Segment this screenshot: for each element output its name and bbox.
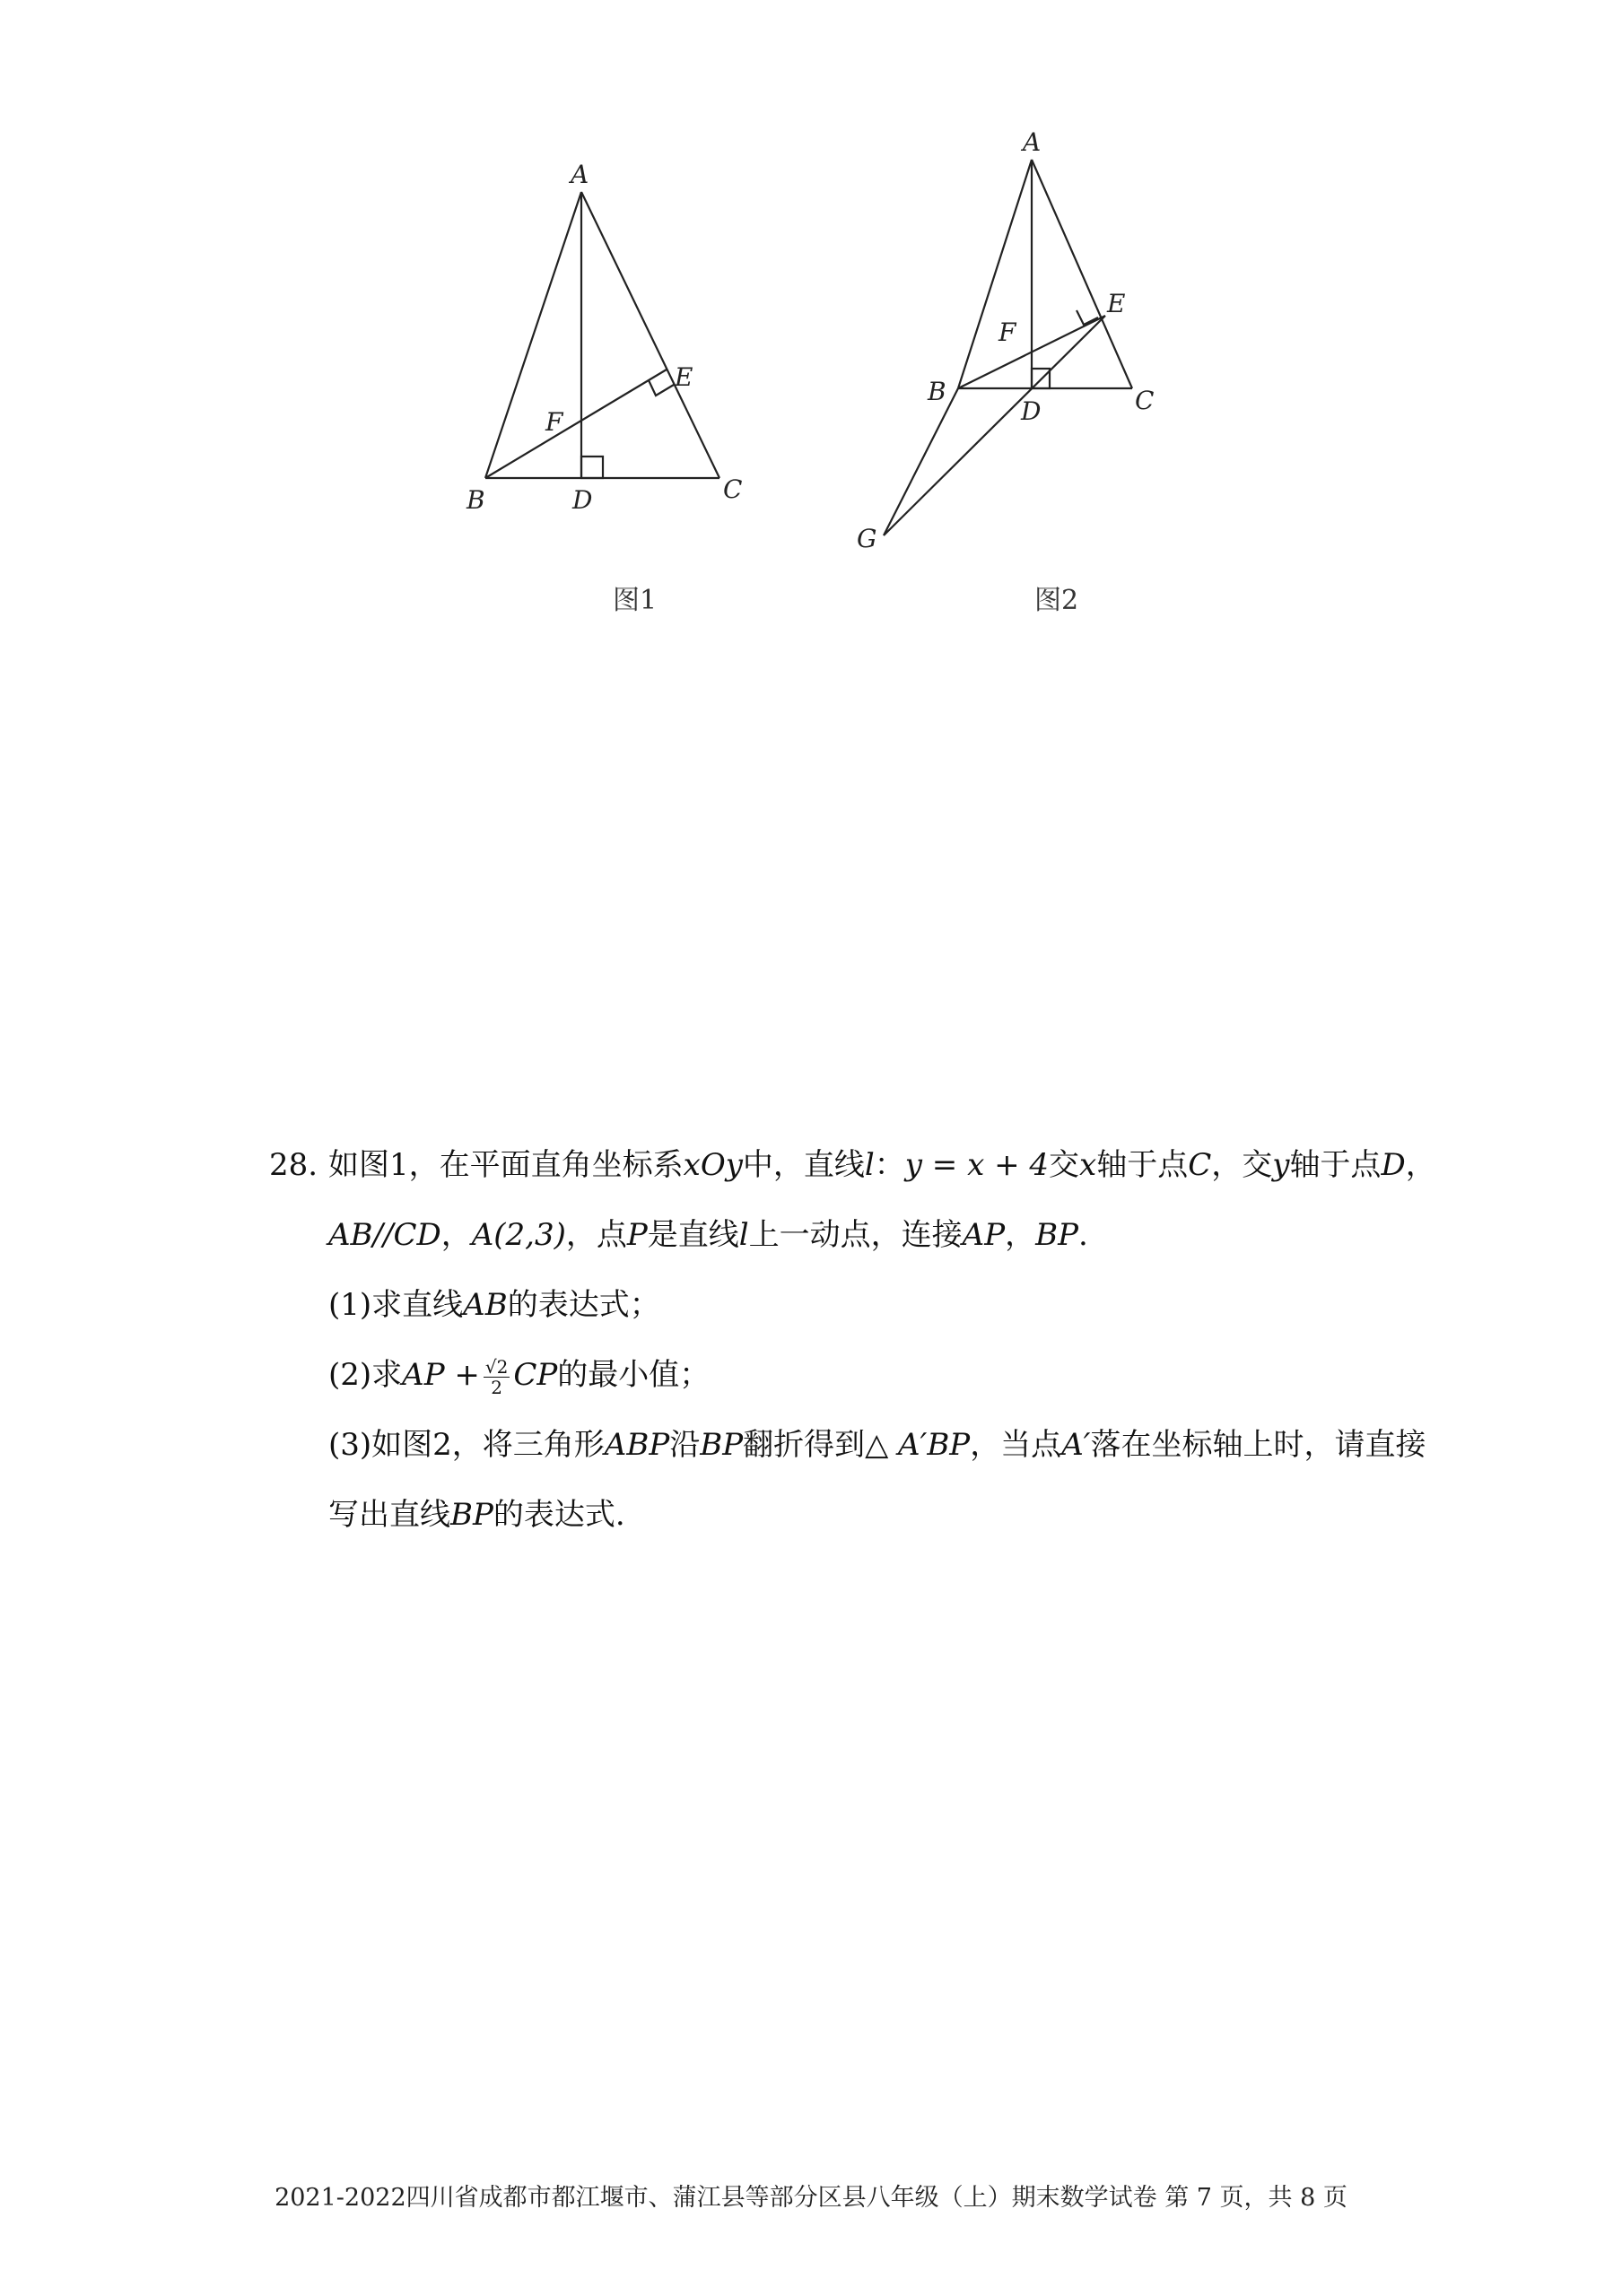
fig1-right-angle-e <box>649 380 674 396</box>
fig2-label-a: A <box>1023 127 1042 157</box>
text-seg: 翻折得到 <box>743 1427 866 1463</box>
text-seg: 沿 <box>669 1427 701 1463</box>
fraction-numerator: √2 <box>484 1355 509 1378</box>
text-seg: 交 <box>1049 1147 1080 1183</box>
figure2-caption: 图2 <box>1034 585 1079 616</box>
fraction-sqrt2-over-2 <box>484 1357 510 1397</box>
fraction-denominator: 2 <box>491 1376 502 1398</box>
math-point-a: A(2,3) <box>471 1217 566 1253</box>
geometry-figures <box>0 0 1622 646</box>
text-seg: 的表达式. <box>493 1497 625 1533</box>
math-y: y <box>1272 1147 1290 1183</box>
fig1-segment-be <box>485 370 667 478</box>
text-seg: . <box>1077 1217 1088 1253</box>
problem-line-2 <box>269 1200 1346 1270</box>
text-seg: 轴于点 <box>1096 1147 1189 1183</box>
text-seg: 上一动点，连接 <box>748 1217 963 1253</box>
fig2-label-e: E <box>1107 289 1126 318</box>
fig2-label-g: G <box>857 524 877 553</box>
problem-line-1 <box>269 1130 1436 1200</box>
math-c: C <box>1188 1147 1212 1183</box>
fig2-label-d: D <box>1021 396 1042 426</box>
text-seg: ， <box>1405 1147 1436 1183</box>
text-seg: 轴于点 <box>1289 1147 1382 1183</box>
fig2-label-c: C <box>1135 386 1155 415</box>
math-ab-parallel-cd: AB//CD <box>328 1217 441 1253</box>
math-p: P <box>626 1217 648 1253</box>
math-a-prime: A′ <box>1061 1427 1091 1463</box>
math-ap-plus: AP + <box>402 1357 480 1393</box>
fig1-label-b: B <box>467 485 485 515</box>
fig2-segment-bg <box>884 388 958 535</box>
text-seg: ，点 <box>565 1217 627 1253</box>
problem-28 <box>269 1130 1436 1550</box>
fig1-label-a: A <box>571 160 589 189</box>
math-ab: AB <box>463 1287 508 1323</box>
text-seg: ，当点 <box>970 1427 1062 1463</box>
text-seg: ， <box>1005 1217 1036 1253</box>
text-seg: (1)求直线 <box>328 1287 464 1323</box>
text-seg: 写出直线 <box>328 1497 450 1533</box>
math-equation: y = x + 4 <box>904 1147 1050 1183</box>
figure1-caption: 图1 <box>613 585 658 616</box>
text-seg: 是直线 <box>647 1217 739 1253</box>
text-seg: ， <box>440 1217 472 1253</box>
subquestion-3-continued <box>269 1480 1346 1550</box>
math-ap: AP <box>962 1217 1006 1253</box>
text-seg: 的最小值； <box>557 1357 711 1393</box>
fig1-label-c: C <box>723 474 743 504</box>
question-number: 28. <box>269 1147 318 1183</box>
math-xoy: xOy <box>683 1147 743 1183</box>
fig2-segment-ge <box>884 316 1105 535</box>
math-abp: ABP <box>604 1427 670 1463</box>
subquestion-1 <box>269 1270 1346 1340</box>
fig1-label-f: F <box>545 407 563 437</box>
text-seg: 的表达式； <box>507 1287 660 1323</box>
math-bp: BP <box>700 1427 744 1463</box>
fig1-side-ab <box>485 192 581 478</box>
text-seg: ： <box>874 1147 905 1183</box>
figures-area <box>0 0 1622 646</box>
math-x: x <box>1079 1147 1097 1183</box>
fig2-side-ab <box>958 160 1032 388</box>
fig1-side-ac <box>581 192 719 478</box>
math-bp: BP <box>1035 1217 1078 1253</box>
text-seg: ，交 <box>1211 1147 1273 1183</box>
math-triangle-a-prime-bp: △ A′BP <box>865 1427 971 1463</box>
fig1-label-e: E <box>675 362 693 392</box>
fig1-label-d: D <box>572 485 593 515</box>
subquestion-3 <box>269 1410 1426 1480</box>
text-seg: 如图1，在平面直角坐标系 <box>328 1147 684 1183</box>
fig2-right-angle-e <box>1077 310 1098 325</box>
page-footer: 2021-2022四川省成都市都江堰市、蒲江县等部分区县八年级（上）期末数学试卷 第 7 页，共 8 页 <box>275 2184 1347 2212</box>
math-d: D <box>1381 1147 1406 1183</box>
text-seg: (2)求 <box>328 1357 403 1393</box>
text-seg: 落在坐标轴上时，请直接 <box>1090 1427 1426 1463</box>
fig2-side-ac <box>1032 160 1132 388</box>
math-l: l <box>864 1147 875 1183</box>
math-bp: BP <box>450 1497 493 1533</box>
math-l: l <box>738 1217 749 1253</box>
text-seg: 中，直线 <box>742 1147 865 1183</box>
math-cp: CP <box>513 1357 558 1393</box>
text-seg: (3)如图2，将三角形 <box>328 1427 605 1463</box>
fig2-label-b: B <box>928 377 946 406</box>
fig2-label-f: F <box>998 317 1016 347</box>
subquestion-2 <box>269 1340 1346 1410</box>
fig1-right-angle-d <box>581 457 603 478</box>
